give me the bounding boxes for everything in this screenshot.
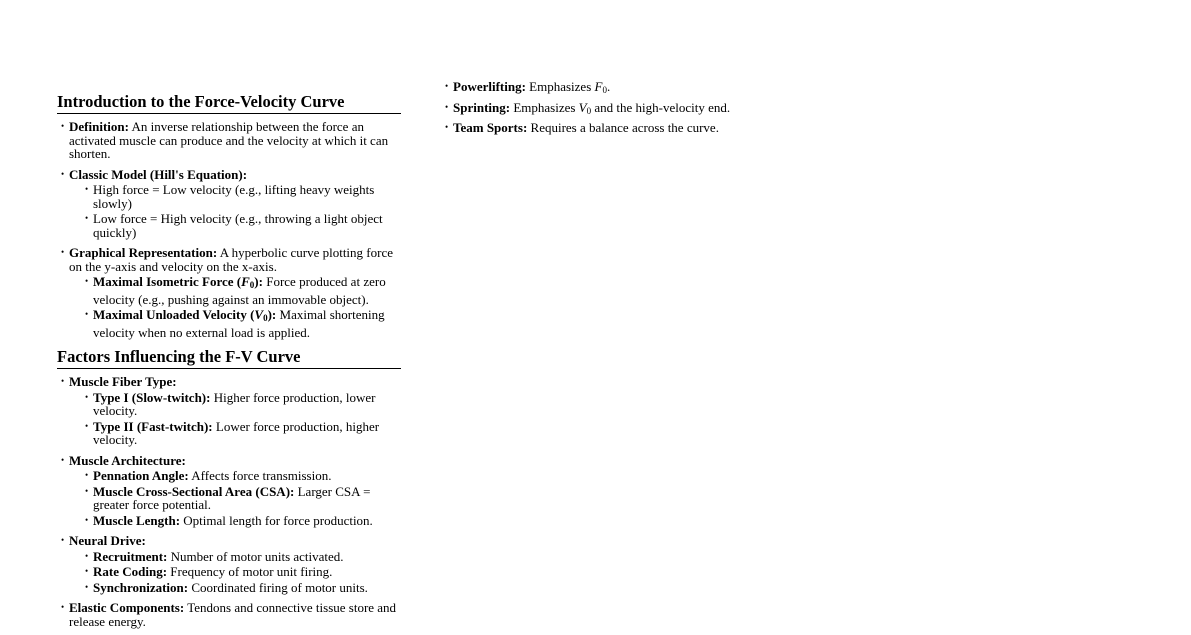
list-item: • Muscle Cross-Sectional Area (CSA): Larger CSA = greater force potential. [81,485,401,512]
list-item-classic-model: • Classic Model (Hill's Equation): • High force = Low velocity (e.g., lifting heavy weights slowly) • Low force = High velocity (e.g., throwing a light object quickly) [57,168,401,240]
intro-list [57,120,401,339]
list-item: • Type I (Slow-twitch): Higher force production, lower velocity. [81,391,401,418]
list-item-team-sports: • Team Sports: Requires a balance across the curve. [441,121,801,135]
list-item: • High force = Low velocity (e.g., lifting heavy weights slowly) [81,183,401,210]
list-item: • Recruitment: Number of motor units activated. [81,550,401,564]
list-item-neural-drive: • Neural Drive: • Recruitment: Number of motor units activated. • Rate Coding: Frequency of motor unit firing. • Synchronization: Coordinated firing of motor units. [57,534,401,594]
list-item-elastic-components: • Elastic Components: Tendons and connective tissue store and release energy. [57,601,401,628]
section-heading-intro: Introduction to the Force-Velocity Curve [57,92,401,114]
list-item: • Synchronization: Coordinated firing of motor units. [81,581,401,595]
list-item: • Muscle Length: Optimal length for force production. [81,514,401,528]
section-heading-factors: Factors Influencing the F-V Curve [57,347,401,369]
list-item-powerlifting: • Powerlifting: Emphasizes $F_0$. [441,80,801,98]
list-item: • Type II (Fast-twitch): Lower force production, higher velocity. [81,420,401,447]
list-item-architecture: • Muscle Architecture: • Pennation Angle: Affects force transmission. • Muscle Cross-Sectional Area (CSA): Larger CSA = greater force potential. • Muscle Length: Optimal length for force production. [57,454,401,528]
right-column [441,80,801,138]
list-item-max-isometric-force: • Maximal Isometric Force $(F_0)$: Force produced at zero velocity (e.g., pushing against an immovable object). [81,275,401,306]
list-item-max-unloaded-velocity: • Maximal Unloaded Velocity $(V_0)$: Maximal shortening velocity when no external load is applied. [81,308,401,339]
graphical-sublist [69,275,401,339]
list-item-definition: • Definition: An inverse relationship between the force an activated muscle can produce and the velocity at which it can shorten. [57,120,401,161]
list-item: • Pennation Angle: Affects force transmission. [81,469,401,483]
list-item-fiber-type: • Muscle Fiber Type: • Type I (Slow-twitch): Higher force production, lower velocity. • Type II (Fast-twitch): Lower force production, higher velocity. [57,375,401,447]
classic-model-sublist [69,183,401,239]
list-item: • Rate Coding: Frequency of motor unit firing. [81,565,401,579]
sports-list [441,80,801,135]
list-item: • Low force = High velocity (e.g., throwing a light object quickly) [81,212,401,239]
left-column [57,92,401,635]
list-item-graphical-representation: • Graphical Representation: A hyperbolic curve plotting force on the y-axis and velocity on the x-axis. • Maximal Isometric Force $(F_0)$: Force produced at zero velocity (e.g., pushing against an immovable object). • Maximal Unloaded Velocity $(V_0)$: Maximal shortening velocity when no external load is applied. [57,246,401,339]
neural-drive-sublist [69,550,401,595]
fiber-type-sublist [69,391,401,447]
factors-list [57,375,401,628]
architecture-sublist [69,469,401,527]
list-item-sprinting: • Sprinting: Emphasizes $V_0$ and the high-velocity end. [441,101,801,119]
